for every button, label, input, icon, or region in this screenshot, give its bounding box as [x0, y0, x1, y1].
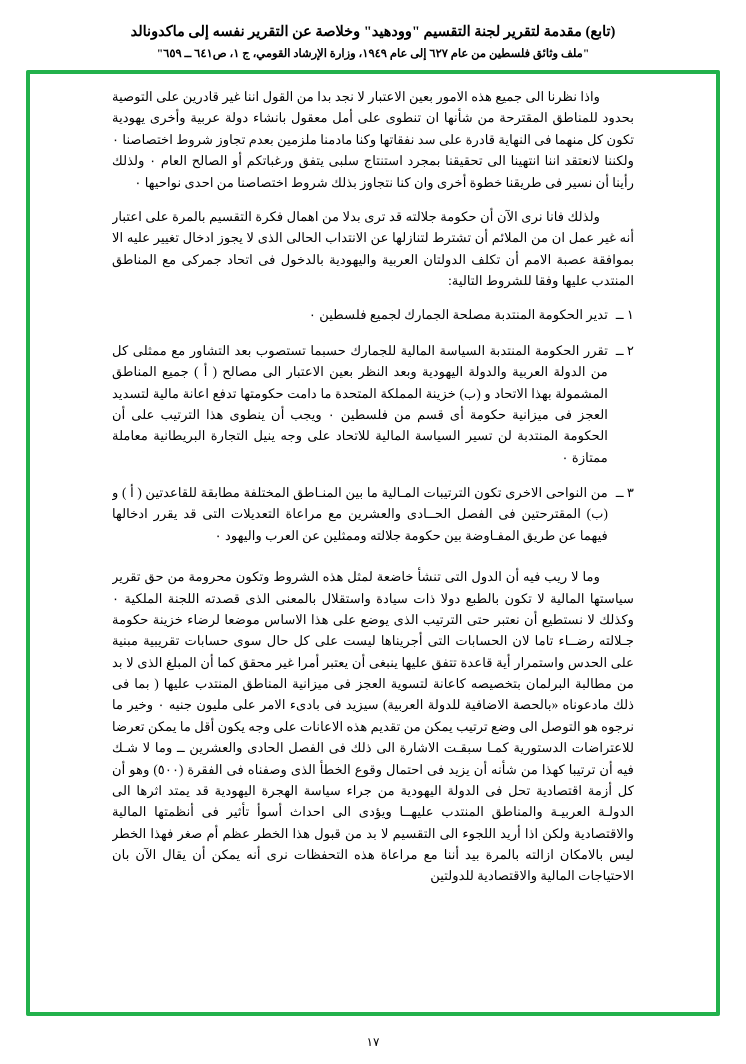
list-item-text: من النواحى الاخرى تكون الترتيبات المـالية ما بين المنـاطق المختلفة مطابقة للقاعدتين ( أ ) و (ب) المقترحتين فى الفصل الحــادى والعشرين مع مراعاة التعديلات التى قد يقرر ادخالها فيهما عن طريق المفـاوضة بين حكومة جلالته وممثلين عن العرب واليهود ٠	[112, 485, 608, 543]
document-body	[112, 86, 634, 1002]
list-item	[112, 304, 634, 325]
paragraph-2: ولذلك فانا نرى الآن أن حكومة جلالته قد ترى بدلا من اهمال فكرة التقسيم بالمرة على اعتبار أنه غير عمل ان من الملائم أن تشترط لتنازلها عن الانتداب الحالى الذى لا يجوز ادخال تغيير عليه الا بموافقة عصبة الامم أن تكلف الدولتان العربية واليهودية بالدخول فى اتحاد جمركى مع المناطق المنتدب عليها وفقا للشروط التالية:	[112, 208, 634, 288]
list-item-number: ١ ــ	[615, 307, 634, 323]
paragraph-3: وما لا ريب فيه أن الدول التى تنشأ خاضعة لمثل هذه الشروط وتكون محرومة من حق تقرير سياستها المالية لا تكون بالطبع دولا ذات سيادة واستقلال بالمعنى الذى قصدته اللجنة الملكية ٠ وكذلك لا نستطيع أن نعتبر حتى الترتيب الذى يوضع على هذا الاساس موضعا لرضاء خزينة حكومة جـلالته رضــاء تاما لان الحسابات التى أجريناها ليست على كل حال سوى حسابات تقريبية مبنية على الحدس واستمرار أية قاعدة تتفق عليها ينبغى أن يعتبر أمرا غير محقق كما أن المبلغ الذى لا بد من مطالبة البرلمان بتخصيصه كاعانة لتسوية العجز فى ميزانية المناطق المنتدب عليها ( بما فى ذلك مادعوناه «بالحصة الاضافية للدولة العربية) سيزيد فى بادىء الامر على مليون جنيه ٠ وخير ما نرجوه هو التوصل الى وضع ترتيب يمكن من تقديم هذه الاعانات على وجه يكون أقل ما يمكن تعرضا للاعتراضات الدستورية كمـا سبقـت الاشارة الى ذلك فى الفصل الحادى والعشرين ــ وما لا شـك فيه أن ترتيبا كهذا من شأنه أن يزيد فى احتمال وقوع الخطأ الذى وصفناه فى الفقرة (٥٠٠) وهو أن كل أزمة اقتصادية تحل فى الدولة اليهودية من جراء سياسة الهجرة اليهودية قد يمتد اثرها الى الدولـة العربيـة والمناطق المنتدب عليهــا ويؤدى الى احداث أسوأ تأثير فى أنظمتها المالية والاقتصادية ولكن اذا أريد اللجوء الى التقسيم لا بد من قبول هذا الخطر عظم أم صغر فهذا الخطر ليس بالامكان ازالته بالمرة بيد أننا مع مراعاة هذه التحفظات نرى أنه يمكن أن يقال الآن بان الاحتياجات المالية والاقتصادية للدولتين	[112, 569, 634, 884]
list-item	[112, 340, 634, 468]
list-item-number: ٢ ــ	[615, 342, 634, 358]
list-item	[112, 482, 634, 546]
list-item-number: ٣ ــ	[615, 485, 634, 500]
page-number: ١٧	[366, 1035, 380, 1049]
document-header	[26, 22, 720, 63]
page-title: (تابع) مقدمة لتقرير لجنة التقسيم "وودهيد" وخلاصة عن التقرير نفسه إلى ماكدونالد	[130, 24, 616, 40]
list-item-text: تقرر الحكومة المنتدبة السياسة المالية للجمارك حسبما تستصوب بعد التشاور مع ممثلى كل من الدولة العربية والدولة اليهودية وبعد النظر بعين الاعتبار الى مصالح ( أ ) جميع المناطق المشمولة بهذا الاتحاد و (ب) خزينة المملكة المتحدة ما دامت حكومتها تدفع اعانة مالية لتسديد العجز فى ميزانية حكومة أى قسم من فلسطين ٠ ويجب أن ينطوى هذا الترتيب على أن الحكومة المنتدبة لن تسير السياسة المالية للاتحاد على وجه ينيل التجارة البريطانية معاملة ممتازة ٠	[112, 342, 608, 465]
page-subtitle: "ملف وثائق فلسطين من عام ٦٢٧ إلى عام ١٩٤٩، وزارة الإرشاد القومي، ج ١، ص٦٤١ ــ ٦٥٩"	[156, 47, 590, 60]
list-item-text: تدير الحكومة المنتدبة مصلحة الجمارك لجميع فلسطين ٠	[308, 307, 608, 323]
paragraph-1: واذا نظرنا الى جميع هذه الامور بعين الاعتبار لا نجد بدا من القول اننا غير قادرين على التوصية بحدود للمناطق المقترحة من شأنها ان تنطوى على أمل معقول بانشاء دولة عربية وأخرى يهودية تكون كل منهما فى النهاية قادرة على سد نفقاتها وكنا مادمنا ملزمين بعدم تجاوز شروط اختصاصنا ٠ ولكننا لانعتقد اننا انتهينا الى تحقيقنا بمجرد استنتاج سلبى يتفق ورغباتكم أو الصالح العام ٠ ولذلك رأينا أن نسير فى طريقنا خطوة أخرى وان كنا نتجاوز بذلك شروط اختصاصنا من احدى نواحيها ٠	[112, 89, 634, 190]
